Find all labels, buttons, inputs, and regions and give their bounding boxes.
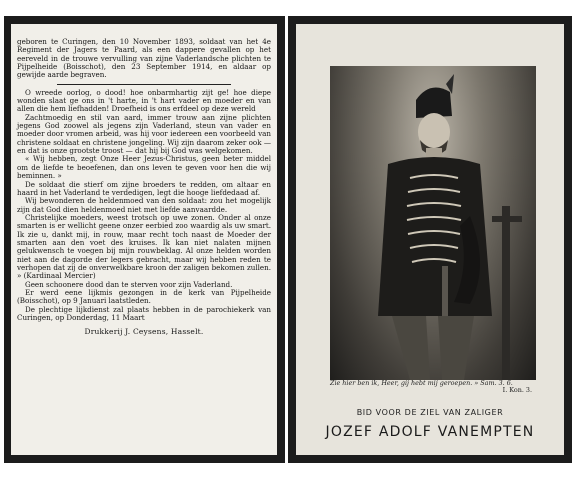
memorial-text-block [17,38,271,337]
soldier-figure-illustration [330,66,536,380]
text-paragraph: Geen schoonere dood dan te sterven voor zijn Vaderland. [25,279,233,289]
memorial-card-text [4,16,285,463]
intro-paragraph: geboren te Curingen, den 10 November 1893, soldaat van het 4e Regiment der Jagers te Paard, als een dappere gevallen op het eereveld in de trouwe vervulling van zijne Vaderlandsche plichten te Pijpelheide (Boisschot), den 23 September 1914, en aldaar op gewijde aarde begraven. [17,37,271,80]
divider [57,84,231,85]
verse-reference: I. Kon. 3. [502,386,532,394]
text-paragraph: De plechtige lijkdienst zal plaats hebben in de parochiekerk van Curingen, op Donderdag, 11 Maart [17,304,271,322]
text-paragraph: Zachtmoedig en stil van aard, immer trouw aan zijne plichten jegens God zoowel als jegens zijn Vaderland, steun van vader en moeder door vromen arbeid, was hij voor iedereen een voorbeeld van christene soldaat en christene jongeling. Wij zijn daarom zeker ook — en dat is onze grootste troost — dat hij bij God was welgekomen. [17,112,271,156]
deceased-name: JOZEF ADOLF VANEMPTEN [325,424,535,440]
scripture-verse [330,379,536,394]
memorial-card-portrait [288,16,572,463]
printer-credit: Drukkerij J. Ceysens, Hasselt. [84,327,204,337]
text-paragraph: Christelijke moeders, weest trotsch op uwe zonen. Onder al onze smarten is er wellicht geene onzer eerbied zoo waardig als uw smart. Ik zie u, dankt mij, in rouw, maar recht toch naast de Moeder der smarten aan den voet des kruises. Ik kan niet nalaten mijnen gelukwensch te voegen bij mijn rouwbeklag. Al onze helden worden niet aan de dagorde der legers gebracht, maar wij hebben reden te verhopen dat zij de onverwelkbare kroon der zaligen bekomen zullen. » (Kardinaal Mercier) [17,212,271,281]
soldier-portrait-photo [330,66,536,380]
pray-for-soul-line: BID VOOR DE ZIEL VAN ZALIGER [356,408,504,417]
text-paragraph: Er werd eene lijkmis gezongen in de kerk van Pijpelheide (Boisschot), op 9 Januari laatstleden. [17,287,271,306]
text-paragraph: « Wij hebben, zegt Onze Heer Jezus-Christus, geen beter middel om de liefde te beoefenen, dan ons leven te geven voor hen die wij beminnen. » [17,154,271,181]
text-page [11,24,277,455]
text-paragraph: De soldaat die stierf om zijne broeders te redden, om altaar en haard in het Vaderland te verdedigen, legt die hooge liefdedaad af. [17,179,271,197]
portrait-page [296,24,564,455]
text-paragraph: O wreede oorlog, o dood! hoe onbarmhartig zijt ge! hoe diepe wonden slaat ge ons in 't harte, in 't hart vader en moeder en van allen die hem liefhadden! Droefheid is ons erfdeel op deze wereld [17,87,271,114]
text-paragraph: Wij bewonderen de heldenmoed van den soldaat: zou het mogelijk zijn dat God dien heldenmoed niet met liefde aanvaardde. [17,196,271,214]
verse-text: Zie hier ben ik, Heer, gij hebt mij geroepen. » Sam. 3. 6. [330,379,513,387]
